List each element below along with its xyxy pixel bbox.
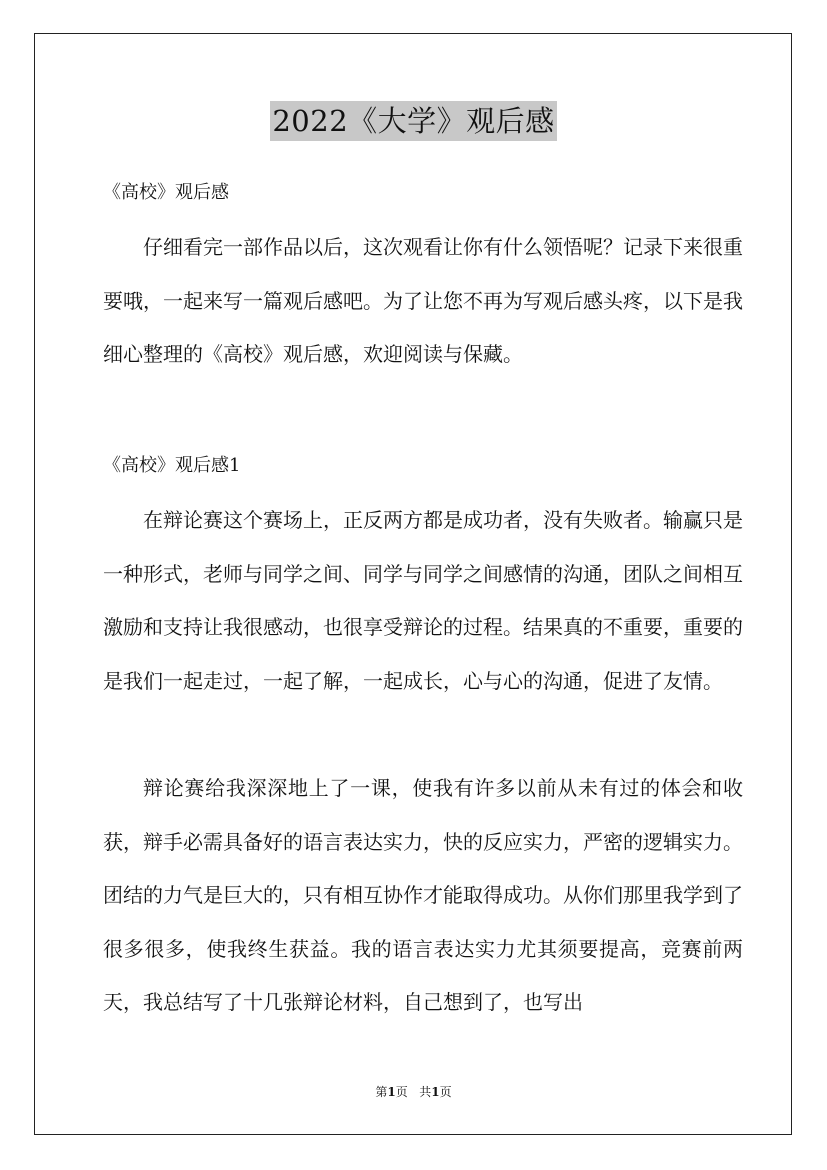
section-1-paragraph-2: 辩论赛给我深深地上了一课，使我有许多以前从未有过的体会和收获，辩手必需具备好的语言表达实力，快的反应实力，严密的逻辑实力。团结的力气是巨大的，只有相互协作才能取得成功。从你们那里我学到了很多很多，使我终生获益。我的语言表达实力尤其须要提高，竞赛前两天，我总结写了十几张辩论材料，自己想到了，也写出 — [103, 776, 743, 1014]
section-1-paragraph-1: 在辩论赛这个赛场上，正反两方都是成功者，没有失败者。输赢只是一种形式，老师与同学之间、同学与同学之间感情的沟通，团队之间相互激励和支持让我很感动，也很享受辩论的过程。结果真的不重要，重要的是我们一起走过，一起了解，一起成长，心与心的沟通，促进了友情。 — [103, 508, 743, 693]
page-number: 1 — [387, 1085, 396, 1099]
title-container — [0, 101, 827, 141]
intro-heading: 《高校》观后感 — [103, 182, 229, 203]
total-pages: 1 — [431, 1085, 440, 1099]
total-label-suffix: 页 — [439, 1085, 452, 1099]
page-label-suffix: 页 — [395, 1085, 408, 1099]
section-1-heading: 《高校》观后感1 — [103, 455, 241, 476]
page-footer — [0, 1084, 827, 1100]
page-label-prefix: 第 — [375, 1085, 388, 1099]
document-title: 2022《大学》观后感 — [270, 101, 556, 141]
intro-paragraph: 仔细看完一部作品以后，这次观看让你有什么领悟呢？记录下来很重要哦，一起来写一篇观后感吧。为了让您不再为写观后感头疼，以下是我细心整理的《高校》观后感，欢迎阅读与保藏。 — [103, 235, 743, 366]
total-label-prefix: 共 — [419, 1085, 432, 1099]
